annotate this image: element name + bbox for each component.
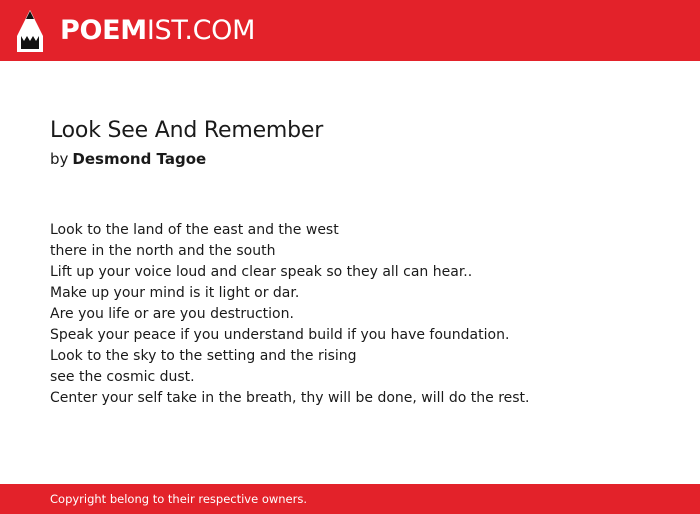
site-logo-link[interactable] bbox=[17, 10, 255, 52]
poem-line: Speak your peace if you understand build if you have foundation. bbox=[50, 327, 510, 343]
poem-body bbox=[50, 220, 670, 409]
poem-line: Lift up your voice loud and clear speak so they all can hear.. bbox=[50, 264, 473, 280]
poem-line: there in the north and the south bbox=[50, 243, 276, 259]
poem-content bbox=[50, 116, 670, 409]
poem-byline bbox=[50, 149, 670, 169]
poem-line: Make up your mind is it light or dar. bbox=[50, 285, 300, 301]
poem-line: Are you life or are you destruction. bbox=[50, 306, 294, 322]
poem-line: Center your self take in the breath, thy will be done, will do the rest. bbox=[50, 390, 530, 406]
poem-line: Look to the land of the east and the west bbox=[50, 222, 339, 238]
logo-text-bold: POEM bbox=[60, 14, 147, 46]
site-footer bbox=[0, 484, 700, 514]
site-header bbox=[0, 0, 700, 61]
site-logo-text bbox=[60, 16, 255, 46]
pencil-tip-icon bbox=[17, 10, 43, 52]
poem-author: Desmond Tagoe bbox=[72, 150, 207, 168]
poem-line: Look to the sky to the setting and the rising bbox=[50, 348, 357, 364]
poem-line: see the cosmic dust. bbox=[50, 369, 195, 385]
copyright-text: Copyright belong to their respective owners. bbox=[50, 492, 308, 506]
poem-title: Look See And Remember bbox=[50, 118, 324, 143]
byline-label: by bbox=[50, 150, 69, 168]
logo-text-light: IST.COM bbox=[146, 14, 256, 46]
